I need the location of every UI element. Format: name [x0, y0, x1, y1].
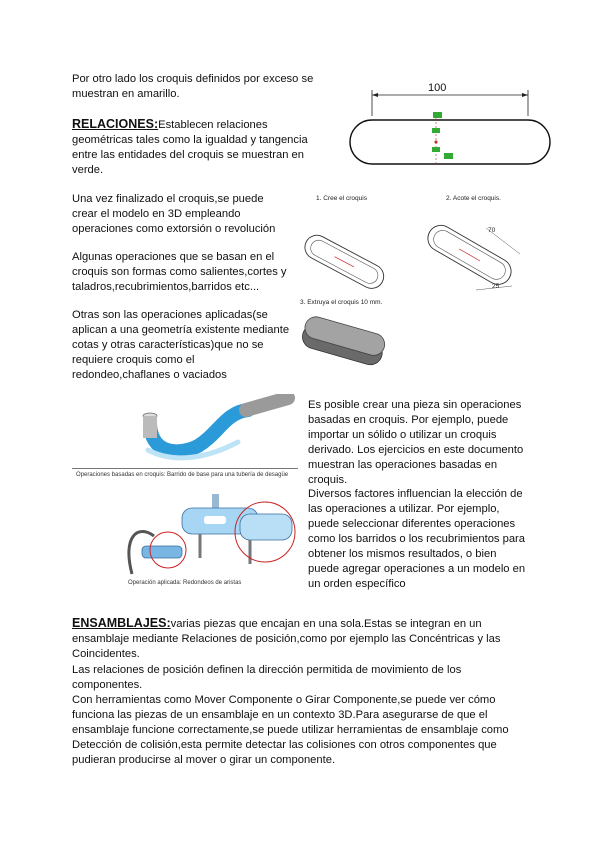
caption-rule: [72, 468, 298, 469]
sketch-steps-figure: [298, 192, 538, 382]
paragraph-mates: Las relaciones de posición definen la dirección permitida de movimiento de los componentes.: [72, 664, 462, 691]
slot-sketch-figure: [340, 78, 560, 178]
dimension-value: 100: [428, 82, 447, 94]
paragraph-sketch-operations: Algunas operaciones que se basan en el croquis son formas como salientes,cortes y taladros,recubrimientos,barridos etc...: [72, 251, 287, 293]
relaciones-heading: RELACIONES:: [72, 117, 159, 131]
faucet-figure: [120, 486, 300, 578]
paragraph-tools: Con herramientas como Mover Componente o Girar Componente,se puede ver cómo funciona las piezas de un ensamblaje en un contexto 3D.Para asegurarse de que el ensamblaje funcione correctamente,se puede utilizar herramientas de ensamblaje como Detección de colisión,esta permite detectar las colisiones con otros componentes que pudieran producirse al mover o girar un componente.: [72, 694, 509, 766]
paragraph-3d-model: Una vez finalizado el croquis,se puede crear el modelo en 3D empleando operaciones como extorsión o revolución: [72, 193, 276, 235]
paragraph-yellow-sketch: Por otro lado los croquis definidos por exceso se muestran en amarillo.: [72, 73, 314, 100]
relaciones-text: Establecen relaciones geométricas tales como la igualdad y tangencia entre las entidades del croquis se muestran en verde.: [72, 119, 308, 176]
step1-label: 1. Cree el croquis: [316, 195, 367, 202]
relaciones-block: [72, 117, 330, 178]
dim-b-label: 25: [492, 283, 500, 290]
paragraph-no-sketch: Es posible crear una pieza sin operaciones basadas en croquis. Por ejemplo, puede importar un sólido o utilizar un croquis derivado. Los ejercicios en este documento muestran las operaciones basadas en croquis.: [308, 399, 524, 486]
sweep-caption: Operaciones basadas en croquis: Barrido de base para una tubería de desagüe: [76, 472, 289, 478]
sweep-pipe-figure: [128, 394, 298, 466]
applied-caption: Operación aplicada: Redondeos de aristas: [128, 580, 242, 586]
step3-label: 3. Extruya el croquis 10 mm.: [300, 299, 383, 306]
ensamblajes-block: [72, 616, 517, 662]
step2-label: 2. Acote el croquis.: [446, 195, 501, 202]
paragraph-factors: Diversos factores influencian la elección de las operaciones a utilizar. Por ejemplo, puede seleccionar diferentes operaciones como los barridos o los recubrimientos para obtener los mismos resultados, o bien puede agregar operaciones a un modelo en un orden específico: [308, 488, 526, 590]
paragraph-applied-operations: Otras son las operaciones aplicadas(se aplican a una geometría existente mediante cotas y otras características)que no se requiere croquis como el redondeo,chaflanes o vaciados: [72, 309, 290, 381]
dim-a-label: 70: [488, 227, 496, 234]
ensamblajes-text: varias piezas que encajan en una sola.Estas se integran en un ensamblaje mediante Relaciones de posición,como por ejemplo las Concéntricas y las Coincidentes.: [72, 618, 501, 660]
ensamblajes-heading: ENSAMBLAJES:: [72, 616, 171, 630]
